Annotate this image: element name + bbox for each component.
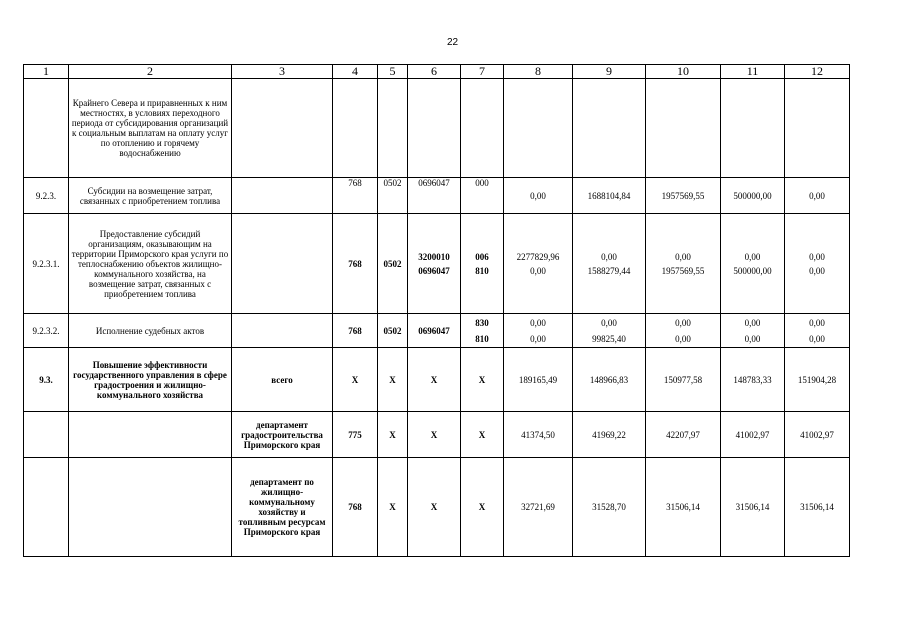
column-number: 6: [408, 65, 461, 79]
item-description: Исполнение судебных актов: [69, 314, 232, 348]
item-description: [69, 458, 232, 557]
item-grbs: [333, 79, 378, 178]
item-value: 41002,97: [785, 412, 850, 458]
table-row: [24, 348, 850, 412]
item-value: 0,00 500000,00: [721, 214, 785, 314]
item-vr: 006 810: [461, 214, 504, 314]
item-value: [785, 79, 850, 178]
item-value: 2277829,96 0,00: [504, 214, 573, 314]
item-executor: всего: [232, 348, 333, 412]
item-csr: 0696047: [408, 178, 461, 214]
table-row: [24, 79, 850, 178]
item-value: [504, 79, 573, 178]
item-value: [646, 79, 721, 178]
item-value: 0,00 0,00: [785, 314, 850, 348]
item-value: 41374,50: [504, 412, 573, 458]
item-number: 9.3.: [24, 348, 69, 412]
table-row: [24, 178, 850, 214]
item-number: [24, 79, 69, 178]
item-rzpr: 0502: [378, 178, 408, 214]
item-rzpr: X: [378, 458, 408, 557]
item-executor: департамент градостроительства Приморского края: [232, 412, 333, 458]
item-executor: департамент по жилищно-коммунальному хозяйству и топливным ресурсам Приморского края: [232, 458, 333, 557]
item-number: 9.2.3.: [24, 178, 69, 214]
item-value: 0,00 1588279,44: [573, 214, 646, 314]
item-value: 31528,70: [573, 458, 646, 557]
item-csr: X: [408, 348, 461, 412]
column-number: 8: [504, 65, 573, 79]
item-value: 41002,97: [721, 412, 785, 458]
item-grbs: 768: [333, 178, 378, 214]
item-vr: X: [461, 348, 504, 412]
item-number: 9.2.3.1.: [24, 214, 69, 314]
item-vr: 000: [461, 178, 504, 214]
budget-table: [23, 64, 850, 557]
item-value: 0,00 0,00: [721, 314, 785, 348]
item-value: 148783,33: [721, 348, 785, 412]
item-executor: [232, 214, 333, 314]
item-csr: 3200010 0696047: [408, 214, 461, 314]
item-description: Предоставление субсидий организациям, оказывающим на территории Приморского края услуги по теплоснабжению объектов жилищно-коммунального хозяйства, на возмещение затрат, связанных с приобретением топлива: [69, 214, 232, 314]
item-value: 0,00 0,00: [785, 214, 850, 314]
item-value: 0,00 99825,40: [573, 314, 646, 348]
item-csr: [408, 79, 461, 178]
column-number: 12: [785, 65, 850, 79]
item-value: [721, 79, 785, 178]
item-rzpr: 0502: [378, 314, 408, 348]
column-number: 9: [573, 65, 646, 79]
item-vr: X: [461, 458, 504, 557]
item-value: 0,00: [785, 178, 850, 214]
item-grbs: X: [333, 348, 378, 412]
column-number: 10: [646, 65, 721, 79]
table-row: [24, 412, 850, 458]
item-value: 1688104,84: [573, 178, 646, 214]
item-vr: [461, 79, 504, 178]
column-number: 7: [461, 65, 504, 79]
item-value: 500000,00: [721, 178, 785, 214]
item-description: [69, 412, 232, 458]
item-executor: [232, 314, 333, 348]
item-executor: [232, 79, 333, 178]
column-number: 4: [333, 65, 378, 79]
column-number: 11: [721, 65, 785, 79]
item-csr: X: [408, 458, 461, 557]
table-row: [24, 314, 850, 348]
item-rzpr: 0502: [378, 214, 408, 314]
item-value: 151904,28: [785, 348, 850, 412]
item-csr: 0696047: [408, 314, 461, 348]
item-value: 0,00 1957569,55: [646, 214, 721, 314]
column-number: 5: [378, 65, 408, 79]
item-value: 0,00 0,00: [504, 314, 573, 348]
item-vr: 830 810: [461, 314, 504, 348]
item-rzpr: [378, 79, 408, 178]
item-value: 1957569,55: [646, 178, 721, 214]
item-csr: X: [408, 412, 461, 458]
item-executor: [232, 178, 333, 214]
item-value: 0,00 0,00: [646, 314, 721, 348]
item-value: 31506,14: [721, 458, 785, 557]
page-number: 22: [446, 37, 459, 48]
item-value: 150977,58: [646, 348, 721, 412]
table-row: [24, 214, 850, 314]
item-value: 31506,14: [646, 458, 721, 557]
item-grbs: 768: [333, 214, 378, 314]
item-rzpr: X: [378, 348, 408, 412]
item-description: Крайнего Севера и приравненных к ним местностях, в условиях переходного периода от субсидирования организаций к социальным выплатам на оплату услуг по отоплению и горячему водоснабжению: [69, 79, 232, 178]
column-number: 2: [69, 65, 232, 79]
item-value: [573, 79, 646, 178]
table-row: [24, 458, 850, 557]
item-value: 31506,14: [785, 458, 850, 557]
item-value: 42207,97: [646, 412, 721, 458]
item-number: [24, 458, 69, 557]
item-description: Повышение эффективности государственного управления в сфере градостроения и жилищно-коммунального хозяйства: [69, 348, 232, 412]
item-value: 0,00: [504, 178, 573, 214]
item-vr: X: [461, 412, 504, 458]
item-value: 148966,83: [573, 348, 646, 412]
item-grbs: 768: [333, 314, 378, 348]
item-value: 189165,49: [504, 348, 573, 412]
item-value: 41969,22: [573, 412, 646, 458]
item-number: [24, 412, 69, 458]
column-number-row: [24, 65, 850, 79]
column-number: 1: [24, 65, 69, 79]
item-description: Субсидии на возмещение затрат, связанных с приобретением топлива: [69, 178, 232, 214]
column-number: 3: [232, 65, 333, 79]
item-number: 9.2.3.2.: [24, 314, 69, 348]
item-rzpr: X: [378, 412, 408, 458]
item-grbs: 775: [333, 412, 378, 458]
item-grbs: 768: [333, 458, 378, 557]
item-value: 32721,69: [504, 458, 573, 557]
